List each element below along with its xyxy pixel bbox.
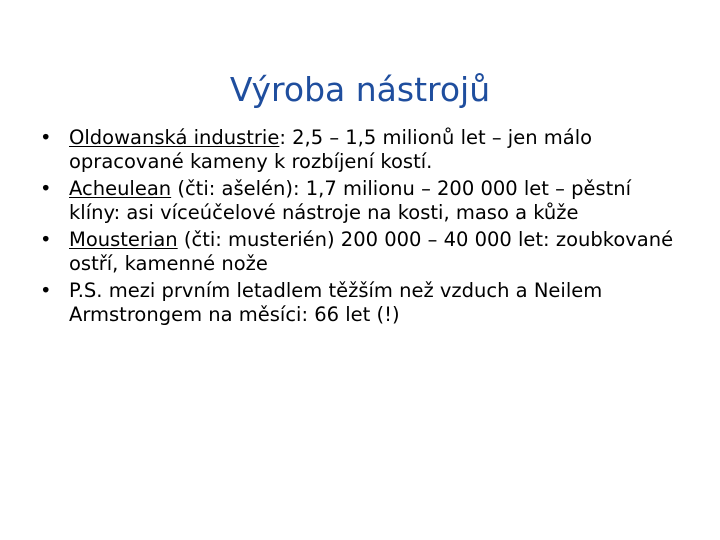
term-link-mousterian[interactable]: Mousterian (69, 228, 178, 251)
term-link-acheulean[interactable]: Acheulean (69, 177, 172, 200)
item-text-acheulean: (čti: ašelén): 1,7 milionu – 200 000 let – pěstní klíny: asi víceúčelové nástroje na kosti, maso a kůže (69, 177, 632, 224)
list-item-acheulean (40, 177, 680, 224)
list-item-oldowan (40, 126, 680, 173)
bullet-icon: • (40, 228, 52, 251)
list-item-ps (40, 279, 680, 326)
bullet-icon: • (40, 177, 52, 200)
item-text-mousterian: (čti: musterién) 200 000 – 40 000 let: zoubkované ostří, kamenné nože (69, 228, 674, 275)
list-item-mousterian (40, 228, 680, 275)
bullet-icon: • (40, 279, 52, 302)
bullet-list (40, 126, 680, 330)
bullet-icon: • (40, 126, 52, 149)
item-text-ps: P.S. mezi prvním letadlem těžším než vzduch a Neilem Armstrongem na měsíci: 66 let (!) (69, 279, 603, 326)
item-text-oldowan: : 2,5 – 1,5 milionů let – jen málo opracované kameny k rozbíjení kostí. (69, 126, 593, 173)
term-link-oldowan[interactable]: Oldowanská industrie (69, 126, 280, 149)
slide-title: Výroba nástrojů (229, 70, 491, 109)
